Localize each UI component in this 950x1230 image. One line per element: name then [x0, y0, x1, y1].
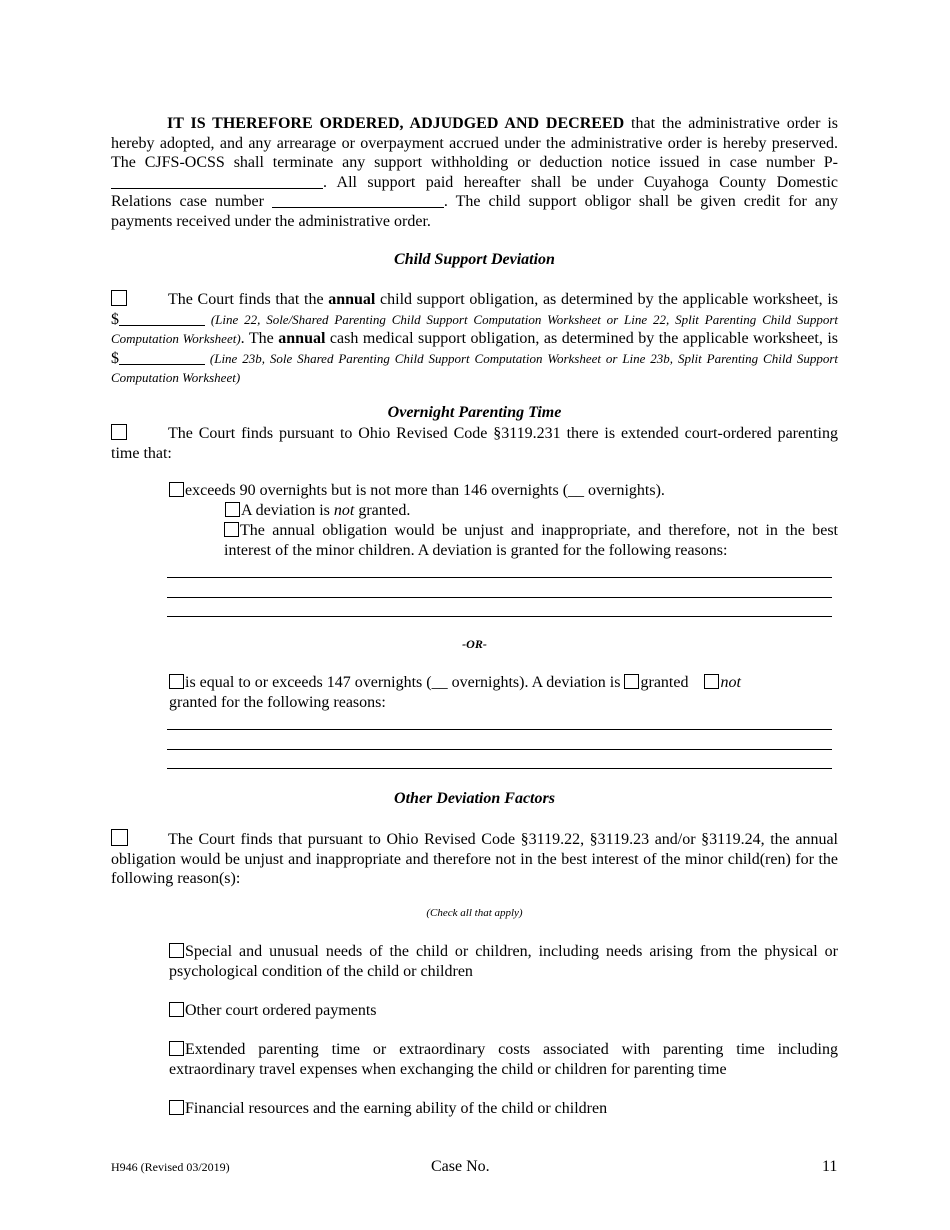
- factor-court-payments-checkbox[interactable]: [169, 1002, 184, 1017]
- deviation-unjust-checkbox[interactable]: [224, 522, 239, 537]
- option-90-146-checkbox[interactable]: [169, 482, 184, 497]
- deviation-heading: Child Support Deviation: [394, 251, 555, 268]
- factor-court-payments: Other court ordered payments: [169, 1001, 838, 1021]
- deviation-not-granted: A deviation is not granted.: [225, 501, 838, 521]
- reason-line[interactable]: [167, 768, 832, 769]
- factor-financial-resources: Financial resources and the earning ability of the child or children: [169, 1099, 838, 1119]
- medical-support-amount-blank[interactable]: [119, 350, 205, 365]
- other-factors-heading: Other Deviation Factors: [394, 790, 555, 807]
- deviation-unjust: The annual obligation would be unjust and inappropriate, and therefore, not in the best interest of the minor children. A deviation is granted for the following reasons:: [224, 522, 838, 559]
- check-all-note: (Check all that apply): [426, 907, 523, 919]
- reason-line[interactable]: [167, 729, 832, 730]
- deviation-paragraph: The Court finds that the annual child support obligation, as determined by the applicable worksheet, is $ (Line 22, Sole/Shared Parenting Child Support Computation Worksheet or Line 22, Split Parenting Child Support Computation Worksheet). The annual cash medical support obligation, as determined by the applicable worksheet, is $ (Line 23b, Sole Shared Parenting Child Support Computation Worksheet or Line 23b, Split Parenting Child Support Computation Worksheet): [111, 291, 839, 385]
- page-number: 11: [822, 1158, 838, 1175]
- order-bold-text: IT IS THEREFORE ORDERED, ADJUDGED AND DECREED: [167, 115, 625, 132]
- form-number: H946 (Revised 03/2019): [111, 1160, 230, 1174]
- case-no-label: Case No.: [431, 1158, 490, 1175]
- overnight-finding: The Court finds pursuant to Ohio Revised Code §3119.231 there is extended court-ordered parenting time that:: [111, 425, 838, 462]
- option-147: is equal to or exceeds 147 overnights (__ overnights). A deviation is granted not granted for the following reasons:: [169, 674, 741, 711]
- deviation-not-granted-checkbox[interactable]: [225, 502, 240, 517]
- reason-line[interactable]: [167, 616, 832, 617]
- case-number-p-blank[interactable]: [111, 174, 323, 189]
- reason-line[interactable]: [167, 597, 832, 598]
- annual-support-amount-blank[interactable]: [119, 311, 205, 326]
- overnight-checkbox[interactable]: [111, 424, 127, 440]
- factor-extended-parenting: Extended parenting time or extraordinary costs associated with parenting time including extraordinary travel expenses when exchanging the child or children for parenting time: [169, 1041, 838, 1078]
- factor-special-needs-checkbox[interactable]: [169, 943, 184, 958]
- other-factors-finding: The Court finds that pursuant to Ohio Revised Code §3119.22, §3119.23 and/or §3119.24, the annual obligation would be unjust and inappropriate and therefore not in the best interest of the minor child(ren) for the following reason(s):: [111, 831, 838, 887]
- other-factors-checkbox[interactable]: [111, 829, 128, 846]
- option-147-checkbox[interactable]: [169, 674, 184, 689]
- factor-financial-resources-checkbox[interactable]: [169, 1100, 184, 1115]
- dr-case-number-blank[interactable]: [272, 193, 444, 208]
- reason-line[interactable]: [167, 749, 832, 750]
- not-granted-checkbox[interactable]: [704, 674, 719, 689]
- or-separator: -OR-: [462, 637, 487, 651]
- factor-special-needs: Special and unusual needs of the child or children, including needs arising from the physical or psychological condition of the child or children: [169, 943, 838, 980]
- reason-line[interactable]: [167, 577, 832, 578]
- factor-extended-parenting-checkbox[interactable]: [169, 1041, 184, 1056]
- granted-checkbox[interactable]: [624, 674, 639, 689]
- overnight-heading: Overnight Parenting Time: [387, 404, 562, 421]
- order-paragraph: IT IS THEREFORE ORDERED, ADJUDGED AND DECREED that the administrative order is hereby adopted, and any arrearage or overpayment accrued under the administrative order is hereby preserved. The CJFS-OCSS shall terminate any support withholding or deduction notice issued in case number P-. All support paid hereafter shall be under Cuyahoga County Domestic Relations case number . The child support obligor shall be given credit for any payments received under the administrative order.: [111, 115, 839, 230]
- option-90-146: exceeds 90 overnights but is not more than 146 overnights (__ overnights).: [169, 481, 838, 501]
- deviation-checkbox[interactable]: [111, 290, 127, 306]
